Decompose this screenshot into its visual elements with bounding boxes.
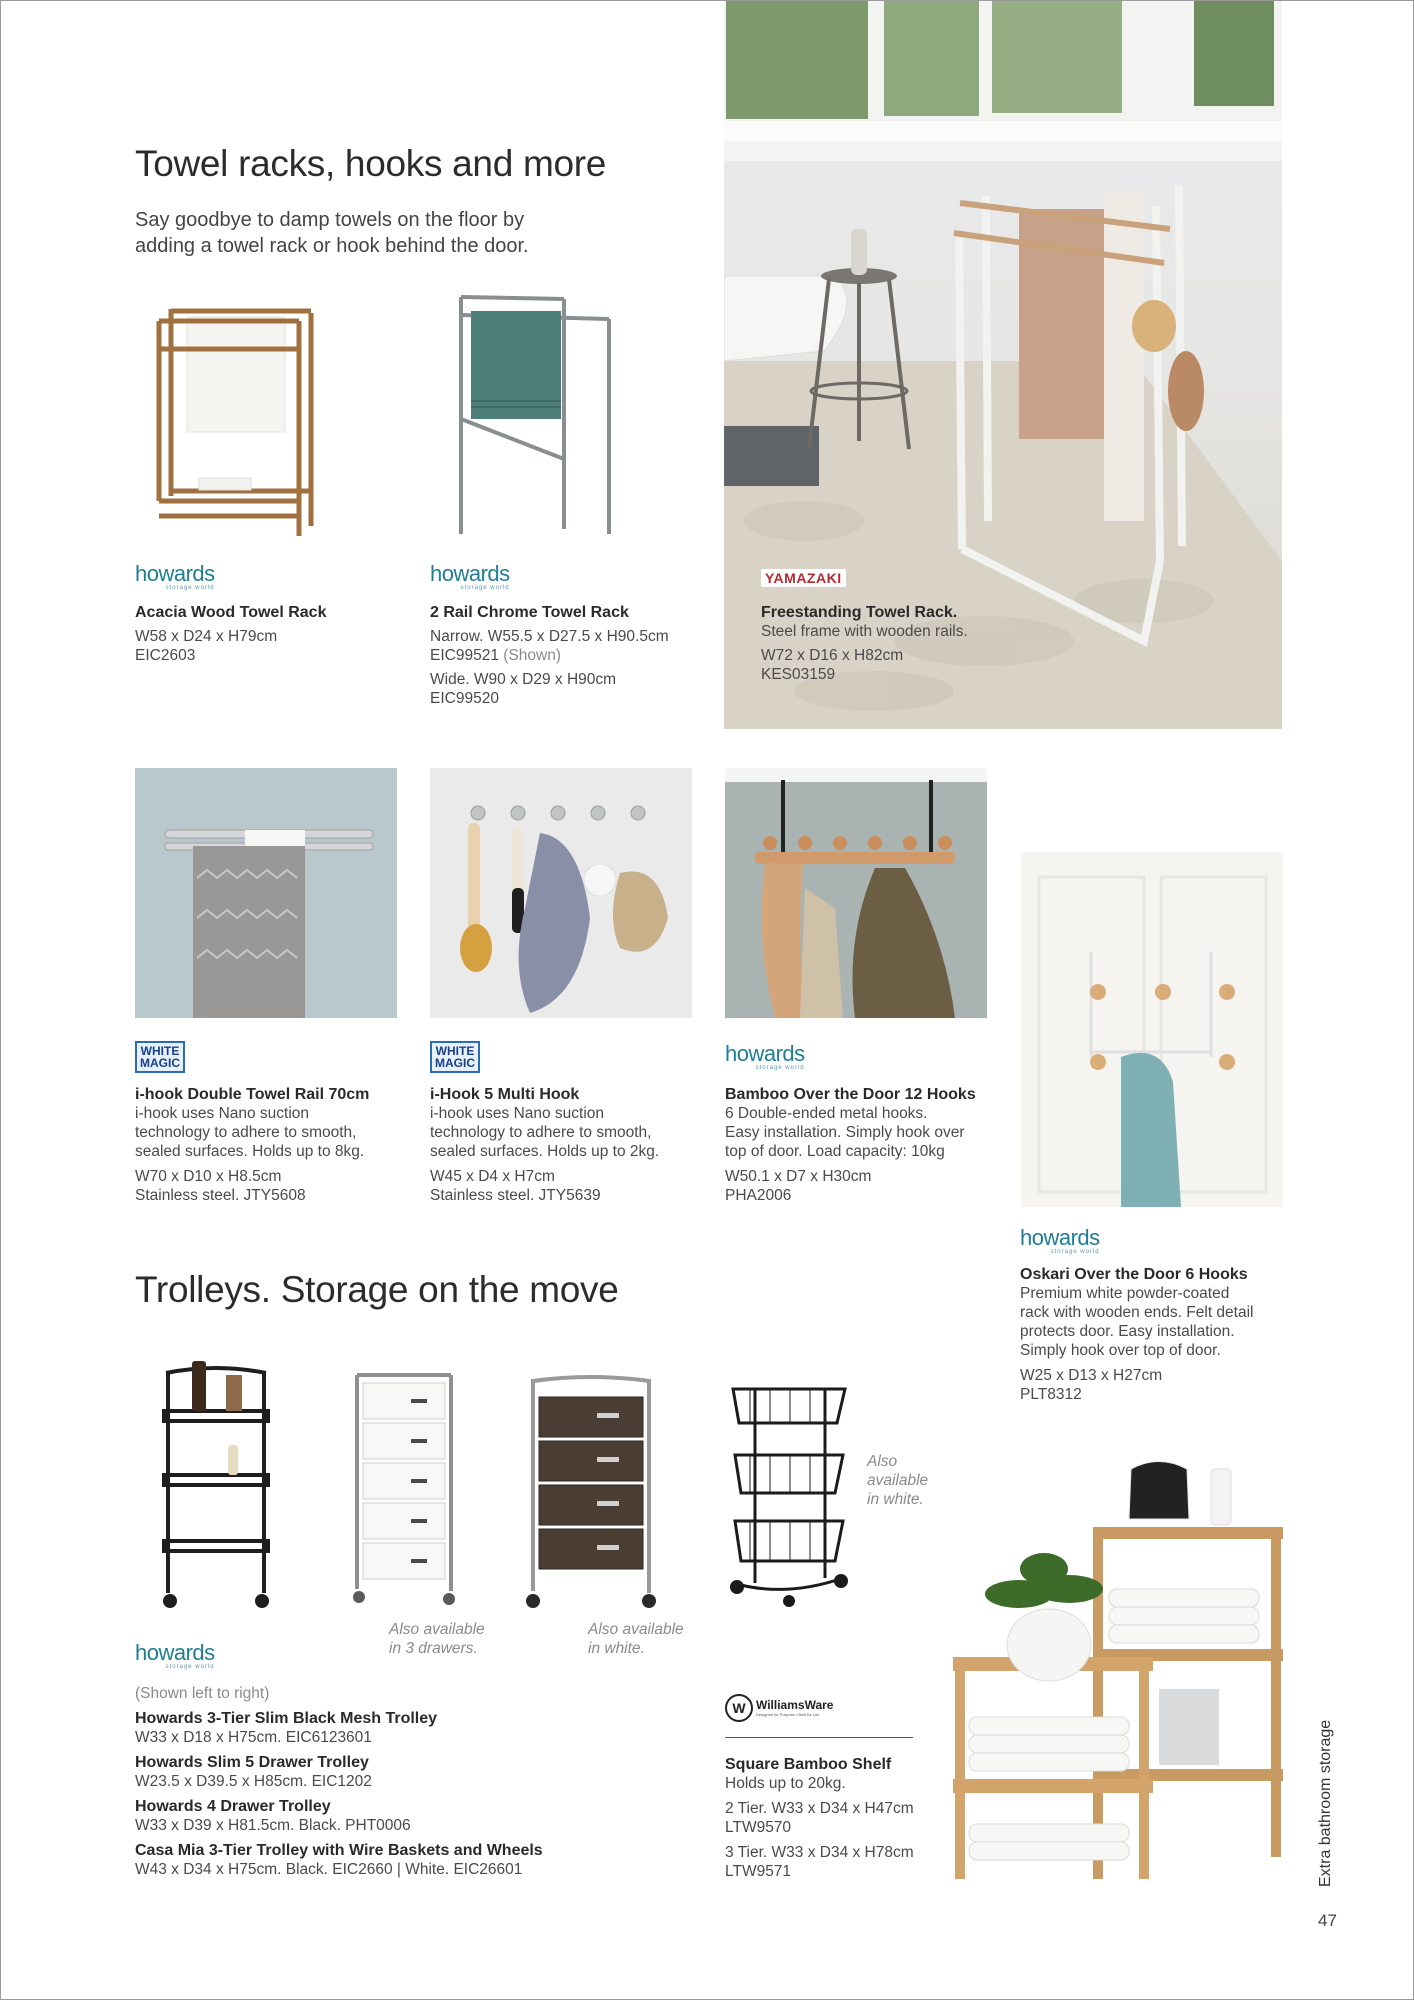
note-line-2: in white. (588, 1640, 645, 1657)
product-desc: Holds up to 20kg. (725, 1775, 846, 1792)
product-ihook-multi (430, 1085, 710, 1205)
code-text: EIC99521 (430, 647, 499, 664)
note-line-2: in 3 drawers. (389, 1640, 478, 1657)
page-number: 47 (1318, 1911, 1337, 1930)
note-line-1: Also available (389, 1621, 485, 1638)
product-dims: W58 x D24 x H79cm (135, 628, 278, 645)
product-dims: W45 x D4 x H7cm (430, 1168, 555, 1185)
divider (725, 1737, 913, 1738)
ihook-multi-hook-scene (430, 768, 692, 1018)
williams-ware-logo-words (756, 1699, 833, 1717)
white-magic-logo-line1: WHITE (435, 1044, 475, 1058)
product-code-wide: EIC99520 (430, 690, 499, 707)
white-magic-logo-box (430, 1041, 480, 1073)
note-line-2: available (867, 1472, 929, 1489)
section-intro (135, 207, 529, 259)
product-dims: W72 x D16 x H82cm (761, 647, 904, 664)
product-code: Stainless steel. JTY5639 (430, 1187, 601, 1204)
product-desc-4: Simply hook over top of door. (1020, 1342, 1221, 1359)
howards-logo-text: howards (725, 1041, 805, 1066)
howards-logo (430, 563, 510, 592)
howards-logo (135, 563, 215, 592)
product-desc-2: technology to adhere to smooth, (430, 1124, 652, 1141)
bamboo-door-hooks-photo (725, 768, 987, 1018)
product-code: PHA2006 (725, 1187, 792, 1204)
white-magic-logo (430, 1041, 480, 1073)
product-desc-3: top of door. Load capacity: 10kg (725, 1143, 945, 1160)
ihook-double-rail-scene (135, 768, 397, 1018)
product-dims: W25 x D13 x H27cm (1020, 1367, 1163, 1384)
trolley-1-dims: W33 x D18 x H75cm. EIC6123601 (135, 1729, 372, 1746)
note-line-1: Also available (588, 1621, 684, 1638)
product-name: i-hook Double Towel Rail 70cm (135, 1086, 370, 1103)
shown-left-to-right: (Shown left to right) (135, 1685, 270, 1702)
white-magic-logo (135, 1041, 185, 1073)
bamboo-door-hooks-scene (725, 768, 987, 1018)
trolley-1-name: Howards 3-Tier Slim Black Mesh Trolley (135, 1710, 438, 1727)
note-available-white-basket (867, 1452, 928, 1509)
slim-5-drawer-trolley-image (349, 1369, 459, 1609)
white-magic-logo-line2: MAGIC (140, 1056, 180, 1070)
product-desc-2: rack with wooden ends. Felt detail (1020, 1304, 1254, 1321)
product-desc-1: i-hook uses Nano suction (135, 1105, 310, 1122)
oskari-door-hooks-scene (1021, 852, 1283, 1207)
trolley-4-name: Casa Mia 3-Tier Trolley with Wire Baskets and Wheels (135, 1842, 543, 1859)
product-oskari (1020, 1265, 1305, 1404)
williams-ware-logo-mark: W (725, 1694, 753, 1722)
product-desc-2: Easy installation. Simply hook over (725, 1124, 965, 1141)
product-desc-1: 6 Double-ended metal hooks. (725, 1105, 928, 1122)
product-dims-wide: Wide. W90 x D29 x H90cm (430, 671, 617, 688)
williams-ware-logo (725, 1694, 833, 1722)
side-section-label: Extra bathroom storage (1317, 1719, 1334, 1887)
product-desc: Steel frame with wooden rails. (761, 623, 968, 640)
note-line-3: in white. (867, 1491, 924, 1508)
howards-logo-tag: storage world (1050, 1249, 1100, 1255)
note-3-drawers (389, 1620, 485, 1658)
trolley-2-dims: W23.5 x D39.5 x H85cm. EIC1202 (135, 1773, 372, 1790)
white-magic-logo-line2: MAGIC (435, 1056, 475, 1070)
product-code: Stainless steel. JTY5608 (135, 1187, 306, 1204)
product-2tier-code: LTW9570 (725, 1819, 792, 1836)
product-dims-narrow: Narrow. W55.5 x D27.5 x H90.5cm (430, 628, 669, 645)
product-desc-1: Premium white powder-coated (1020, 1285, 1230, 1302)
intro-line-1: Say goodbye to damp towels on the floor by (135, 209, 525, 231)
ihook-double-rail-photo (135, 768, 397, 1018)
howards-logo-text: howards (135, 561, 215, 586)
product-freestanding (761, 603, 1041, 684)
howards-logo-text: howards (430, 561, 510, 586)
trolley-list (135, 1684, 655, 1879)
white-magic-logo-box (135, 1041, 185, 1073)
trolley-3-name: Howards 4 Drawer Trolley (135, 1798, 331, 1815)
product-desc-2: technology to adhere to smooth, (135, 1124, 357, 1141)
product-ihook-rail (135, 1085, 415, 1205)
product-name: Bamboo Over the Door 12 Hooks (725, 1086, 976, 1103)
product-name: Freestanding Towel Rack. (761, 604, 958, 621)
product-acacia (135, 603, 395, 665)
mesh-trolley-image (156, 1353, 276, 1613)
product-chrome (430, 603, 710, 708)
product-name: i-Hook 5 Multi Hook (430, 1086, 580, 1103)
product-code: PLT8312 (1020, 1386, 1082, 1403)
howards-logo (725, 1043, 805, 1072)
howards-logo (1020, 1227, 1100, 1256)
oskari-door-hooks-photo (1021, 852, 1283, 1207)
howards-logo-tag: storage world (755, 1065, 805, 1071)
trolley-3-dims: W33 x D39 x H81.5cm. Black. PHT0006 (135, 1817, 411, 1834)
product-bamboo-hooks (725, 1085, 1010, 1205)
product-bamboo-shelf (725, 1755, 1005, 1881)
section-title-trolleys: Trolleys. Storage on the move (135, 1269, 619, 1310)
ihook-multi-hook-photo (430, 768, 692, 1018)
product-dims: W70 x D10 x H8.5cm (135, 1168, 282, 1185)
section-title-towel-racks: Towel racks, hooks and more (135, 143, 607, 184)
product-code: EIC2603 (135, 647, 196, 664)
chrome-towel-rack-image (449, 289, 619, 544)
note-line-1: Also (867, 1453, 898, 1470)
yamazaki-logo (761, 569, 846, 587)
acacia-wood-towel-rack-image (151, 301, 321, 546)
product-2tier: 2 Tier. W33 x D34 x H47cm (725, 1800, 914, 1817)
trolley-2-name: Howards Slim 5 Drawer Trolley (135, 1754, 369, 1771)
note-available-white (588, 1620, 684, 1658)
howards-logo-tag: storage world (460, 585, 510, 591)
product-code: KES03159 (761, 666, 836, 683)
product-3tier: 3 Tier. W33 x D34 x H78cm (725, 1844, 914, 1861)
product-desc-3: protects door. Easy installation. (1020, 1323, 1235, 1340)
product-code-narrow (430, 646, 710, 665)
product-3tier-code: LTW9571 (725, 1863, 792, 1880)
product-name: 2 Rail Chrome Towel Rack (430, 604, 629, 621)
product-desc-1: i-hook uses Nano suction (430, 1105, 605, 1122)
product-name: Square Bamboo Shelf (725, 1756, 892, 1773)
white-magic-logo-line1: WHITE (140, 1044, 180, 1058)
howards-logo-text: howards (135, 1640, 215, 1665)
howards-logo (135, 1642, 215, 1671)
product-name: Oskari Over the Door 6 Hooks (1020, 1266, 1248, 1283)
product-desc-3: sealed surfaces. Holds up to 8kg. (135, 1143, 365, 1160)
williams-ware-logo-tag: Designed for Purpose • Built for Life (756, 1712, 820, 1717)
4-drawer-trolley-image (521, 1373, 661, 1613)
product-name: Acacia Wood Towel Rack (135, 604, 327, 621)
howards-logo-tag: storage world (165, 585, 215, 591)
shown-note: (Shown) (503, 647, 561, 664)
trolley-4-dims: W43 x D34 x H75cm. Black. EIC2660 | White. EIC26601 (135, 1861, 523, 1878)
wire-basket-trolley-image (725, 1383, 855, 1613)
product-dims: W50.1 x D7 x H30cm (725, 1168, 872, 1185)
intro-line-2: adding a towel rack or hook behind the door. (135, 235, 529, 257)
yamazaki-logo-text: YAMAZAKI (765, 570, 842, 586)
product-desc-3: sealed surfaces. Holds up to 2kg. (430, 1143, 660, 1160)
williams-ware-logo-text: WilliamsWare (756, 1698, 834, 1712)
howards-logo-tag: storage world (165, 1664, 215, 1670)
howards-logo-text: howards (1020, 1225, 1100, 1250)
